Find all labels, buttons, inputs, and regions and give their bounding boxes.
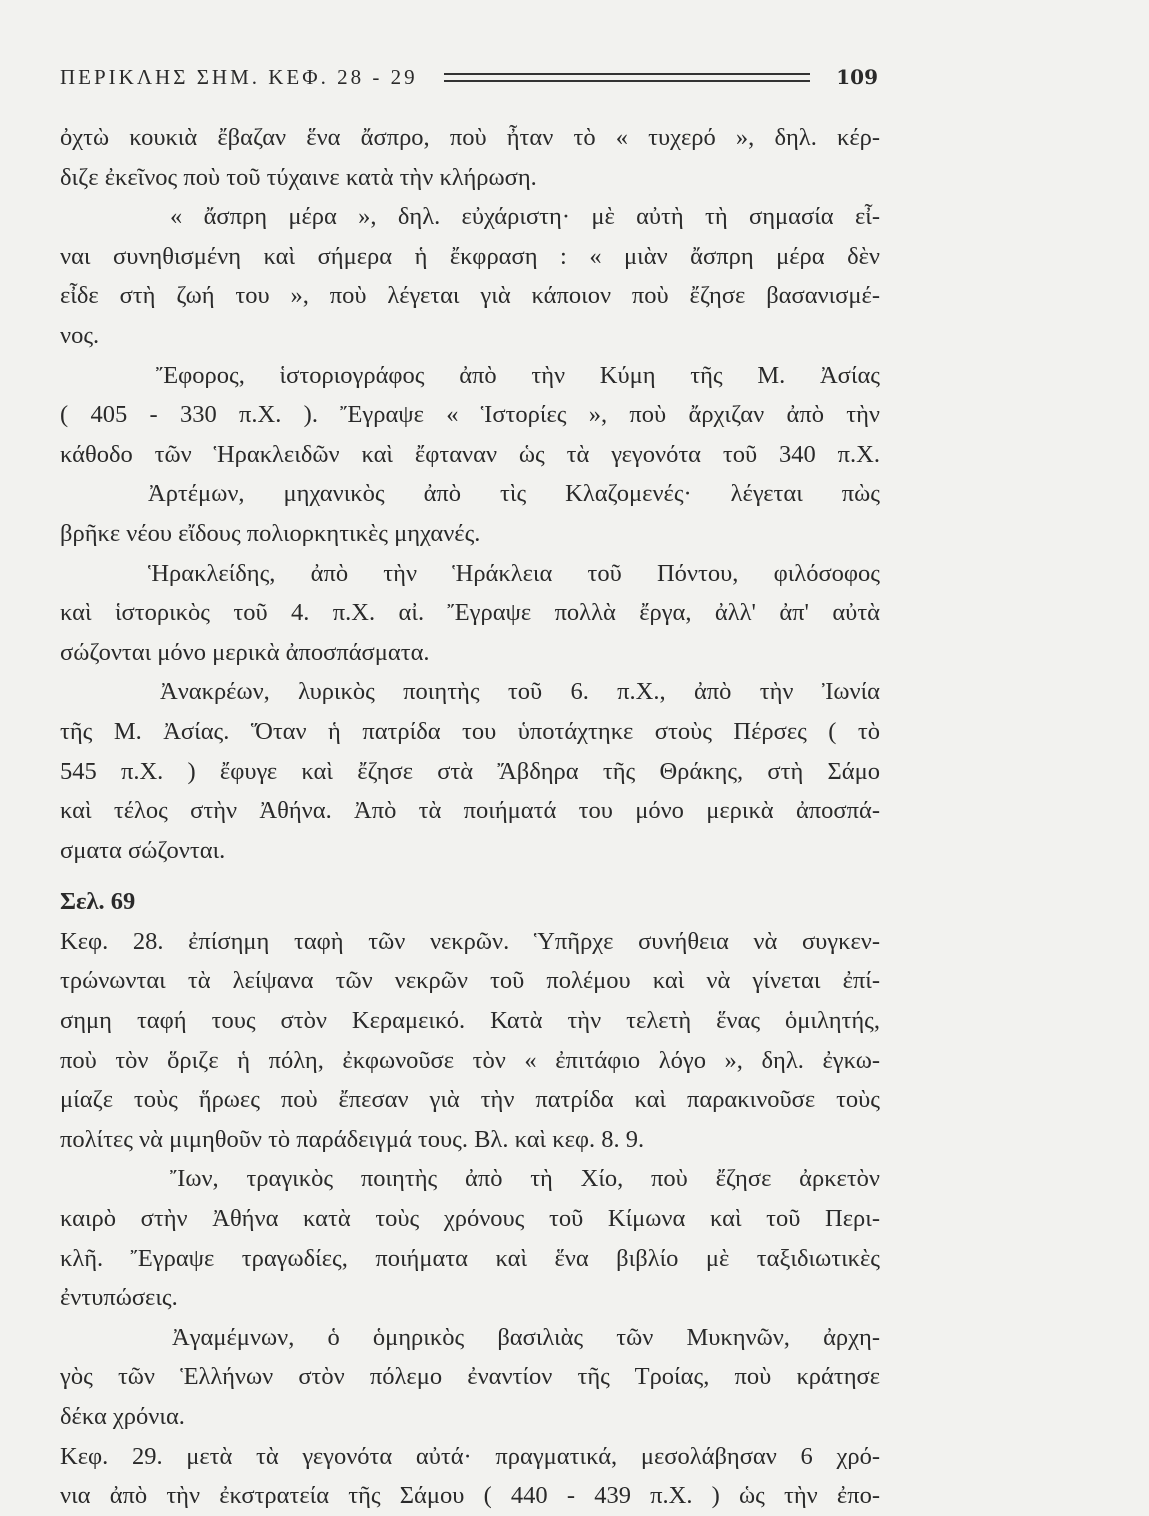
text-line: καὶ τέλος στὴν Ἀθήνα. Ἀπὸ τὰ ποιήματά του μόνο μερικὰ ἀποσπά- bbox=[60, 797, 880, 825]
text-line: μίαζε τοὺς ἥρωες ποὺ ἔπεσαν γιὰ τὴν πατρίδα καὶ παρακινοῦσε τοὺς bbox=[60, 1086, 880, 1114]
entry-kef-28: Κεφ. 28. ἐπίσημη ταφὴ τῶν νεκρῶν. Ὑπῆρχε συνήθεια νὰ συγκεν- bbox=[60, 927, 880, 955]
header-rule bbox=[444, 73, 811, 82]
text-line: ναι συνηθισμένη καὶ σήμερα ἡ ἔκφραση : « μιὰν ἄσπρη μέρα δὲν bbox=[60, 242, 880, 270]
text-line: ( 405 - 330 π.Χ. ). Ἔγραψε « Ἱστορίες », ποὺ ἄρχιζαν ἀπὸ τὴν bbox=[60, 401, 880, 429]
section-heading: Σελ. 69 bbox=[60, 888, 136, 916]
entry-kef-29: Κεφ. 29. μετὰ τὰ γεγονότα αὐτά· πραγματικά, μεσολάβησαν 6 χρό- bbox=[60, 1442, 880, 1470]
text-line: τῆς Μ. Ἀσίας. Ὅταν ἡ πατρίδα του ὑποτάχτηκε στοὺς Πέρσες ( τὸ bbox=[60, 717, 880, 745]
text-line: γὸς τῶν Ἑλλήνων στὸν πόλεμο ἐναντίον τῆς Τροίας, ποὺ κράτησε bbox=[60, 1363, 880, 1391]
entry-artemon: Ἀρτέμων, μηχανικὸς ἀπὸ τὶς Κλαζομενές· λέγεται πὼς bbox=[148, 480, 880, 508]
text-line: διζε ἐκεῖνος ποὺ τοῦ τύχαινε κατὰ τὴν κλήρωση. bbox=[60, 163, 537, 191]
text-line: βρῆκε νέου εἴδους πολιορκητικὲς μηχανές. bbox=[60, 519, 481, 547]
text-line: πολίτες νὰ μιμηθοῦν τὸ παράδειγμά τους. Βλ. καὶ κεφ. 8. 9. bbox=[60, 1125, 645, 1153]
page-body bbox=[60, 118, 880, 1516]
text-line: κάθοδο τῶν Ἡρακλειδῶν καὶ ἔφταναν ὡς τὰ γεγονότα τοῦ 340 π.Χ. bbox=[60, 440, 880, 468]
entry-eforos: Ἔφορος, ἱστοριογράφος ἀπὸ τὴν Κύμη τῆς Μ. Ἀσίας bbox=[156, 361, 880, 389]
text-line: σματα σώζονται. bbox=[60, 836, 226, 864]
text-line: 545 π.Χ. ) ἔφυγε καὶ ἔζησε στὰ Ἄβδηρα τῆς Θράκης, στὴ Σάμο bbox=[60, 757, 880, 785]
text-line: ἐντυπώσεις. bbox=[60, 1284, 178, 1312]
section-gap bbox=[60, 870, 880, 878]
entry-anakreon: Ἀνακρέων, λυρικὸς ποιητὴς τοῦ 6. π.Χ., ἀπὸ τὴν Ἰωνία bbox=[160, 678, 880, 706]
text-line: σώζονται μόνο μερικὰ ἀποσπάσματα. bbox=[60, 638, 430, 666]
entry-herakleides: Ἡρακλείδης, ἀπὸ τὴν Ἡράκλεια τοῦ Πόντου, φιλόσοφος bbox=[148, 559, 880, 587]
entry-ion: Ἴων, τραγικὸς ποιητὴς ἀπὸ τὴ Χίο, ποὺ ἔζησε ἀρκετὸν bbox=[170, 1165, 880, 1193]
text-line: καιρὸ στὴν Ἀθήνα κατὰ τοὺς χρόνους τοῦ Κίμωνα καὶ τοῦ Περι- bbox=[60, 1205, 880, 1233]
entry-aspri-mera: « ἄσπρη μέρα », δηλ. εὐχάριστη· μὲ αὐτὴ τὴ σημασία εἶ- bbox=[170, 203, 880, 231]
text-line: σημη ταφή τους στὸν Κεραμεικό. Κατὰ τὴν τελετὴ ἕνας ὁμιλητής, bbox=[60, 1007, 880, 1035]
running-head: ΠΕΡΙΚΛΗΣ ΣΗΜ. ΚΕΦ. 28 - 29 bbox=[60, 64, 418, 89]
page-header bbox=[60, 60, 878, 94]
text-line: κλῆ. Ἔγραψε τραγωδίες, ποιήματα καὶ ἕνα βιβλίο μὲ ταξιδιωτικὲς bbox=[60, 1244, 880, 1272]
text-line: ὀχτὼ κουκιὰ ἔβαζαν ἕνα ἄσπρο, ποὺ ἦταν τὸ « τυχερό », δηλ. κέρ- bbox=[60, 124, 880, 151]
text-line: τρώνωνται τὰ λείψανα τῶν νεκρῶν τοῦ πολέμου καὶ νὰ γίνεται ἐπί- bbox=[60, 967, 880, 995]
page-number: 109 bbox=[836, 65, 878, 89]
text-line: καὶ ἱστορικὸς τοῦ 4. π.Χ. αἰ. Ἔγραψε πολλὰ ἔργα, ἀλλ' ἀπ' αὐτὰ bbox=[60, 599, 880, 627]
text-line: νια ἀπὸ τὴν ἐκστρατεία τῆς Σάμου ( 440 - 439 π.Χ. ) ὡς τὴν ἐπο- bbox=[60, 1482, 880, 1510]
text-line: δέκα χρόνια. bbox=[60, 1403, 185, 1430]
text-line: ποὺ τὸν ὅριζε ἡ πόλη, ἐκφωνοῦσε τὸν « ἐπιτάφιο λόγο », δηλ. ἐγκω- bbox=[60, 1046, 880, 1074]
text-line: νος. bbox=[60, 321, 100, 349]
text-line: εἶδε στὴ ζωή του », ποὺ λέγεται γιὰ κάποιον ποὺ ἔζησε βασανισμέ- bbox=[60, 282, 880, 310]
entry-agamemnon: Ἀγαμέμνων, ὁ ὁμηρικὸς βασιλιὰς τῶν Μυκηνῶν, ἀρχη- bbox=[172, 1323, 880, 1351]
